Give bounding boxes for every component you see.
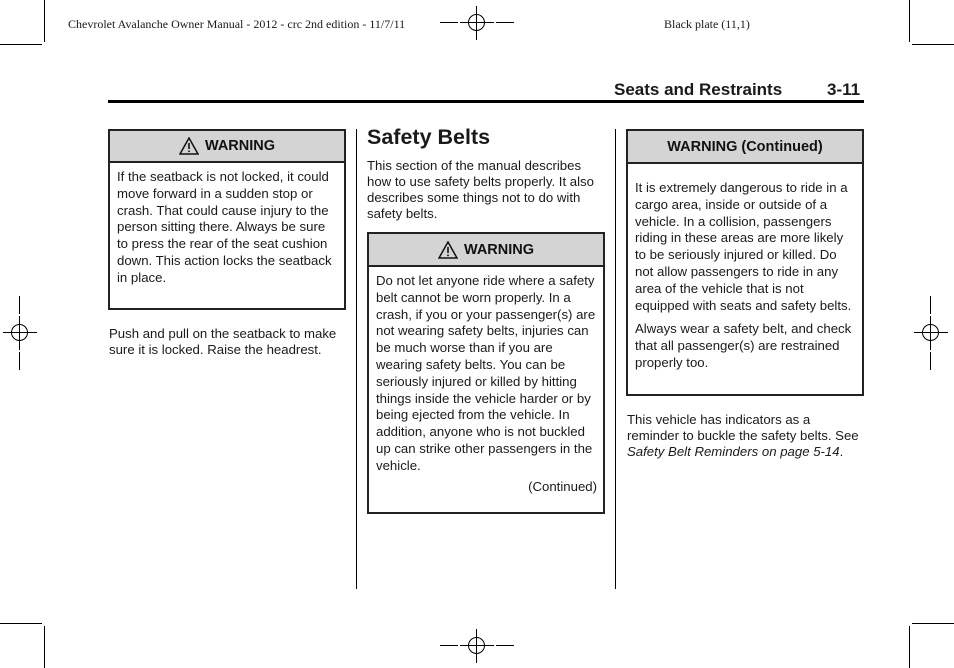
- registration-tick: [440, 22, 458, 23]
- safety-belt-warning-box: [367, 232, 605, 514]
- indicator-paragraph: [627, 412, 859, 460]
- seatback-warning-box: [108, 129, 346, 310]
- section-intro: [367, 158, 599, 222]
- continued-label: (Continued): [528, 478, 597, 494]
- warning-header: [369, 234, 603, 267]
- crop-mark-bottom-left-horizontal: [0, 623, 42, 624]
- crop-mark-top-right-horizontal: [912, 44, 954, 45]
- registration-mark-icon: [914, 316, 948, 350]
- warning-body: [369, 267, 603, 475]
- registration-tick: [440, 645, 458, 646]
- registration-mark-icon: [460, 6, 494, 40]
- warning-title: WARNING (Continued): [667, 138, 823, 155]
- crop-mark-bottom-left-vertical: [44, 626, 45, 668]
- crop-mark-top-left-horizontal: [0, 44, 42, 45]
- warning-body: [110, 163, 344, 287]
- paragraph-prefix: This vehicle has indicators as a reminder to buckle the safety belts. See: [627, 412, 859, 443]
- registration-tick: [930, 352, 931, 370]
- paragraph-text: [627, 412, 859, 460]
- registration-tick: [496, 22, 514, 23]
- warning-body: [628, 164, 862, 372]
- column-divider: [615, 129, 616, 589]
- header-rule: [108, 100, 864, 103]
- warning-text: It is extremely dangerous to ride in a cargo area, inside or outside of a vehicle. In a collision, passengers riding in these areas are more likely to be seriously injured or killed. Do not allow passengers to ride in any area of the vehicle that is not equipped with seats and safety belts.: [635, 180, 852, 313]
- warning-triangle-icon: [438, 241, 458, 259]
- crop-mark-bottom-right-horizontal: [912, 623, 954, 624]
- warning-title: WARNING: [204, 138, 276, 154]
- crop-mark-top-right-vertical: [909, 0, 910, 42]
- running-header-page: 3-11: [827, 80, 861, 99]
- section-heading: Safety Belts: [367, 125, 491, 149]
- crop-mark-bottom-right-vertical: [909, 626, 910, 668]
- registration-tick: [496, 645, 514, 646]
- warning-title: WARNING: [463, 241, 535, 258]
- warning-text: If the seatback is not locked, it could move forward in a sudden stop or crash. That could cause injury to the person sitting there. Always be sure to press the rear of the seat cushion down. This action locks the seatback in place.: [117, 169, 332, 285]
- running-header-section: Seats and Restraints: [614, 80, 783, 99]
- column-divider: [356, 129, 357, 589]
- registration-tick: [19, 352, 20, 370]
- warning-header: [628, 131, 862, 164]
- registration-tick: [19, 296, 20, 314]
- print-header-left: Chevrolet Avalanche Owner Manual - 2012 - crc 2nd edition - 11/7/11: [68, 17, 406, 31]
- warning-text: Do not let anyone ride where a safety belt cannot be worn properly. In a crash, if you or your passenger(s) are not wearing safety belts, injuries can be much worse than if you are wearing safety belts. You can be seriously injured or killed by hitting things inside the vehicle harder or by being ejected from the vehicle. In addition, anyone who is not buckled up can strike other passengers in the vehicle.: [376, 273, 596, 473]
- registration-tick: [930, 296, 931, 314]
- paragraph-suffix: .: [839, 444, 844, 459]
- cross-reference-link[interactable]: Safety Belt Reminders on page 5-14: [627, 444, 840, 459]
- intro-text: This section of the manual describes how to use safety belts properly. It also describes some things not to do with safety belts.: [367, 158, 594, 221]
- cargo-warning-box: [626, 129, 864, 396]
- registration-mark-icon: [3, 316, 37, 350]
- paragraph-text: Push and pull on the seatback to make sure it is locked. Raise the headrest.: [109, 326, 337, 357]
- crop-mark-top-left-vertical: [44, 0, 45, 42]
- warning-text: Always wear a safety belt, and check that all passenger(s) are restrained properly too.: [635, 321, 852, 370]
- registration-mark-icon: [460, 629, 494, 663]
- warning-header: [110, 131, 344, 163]
- seatback-paragraph: [109, 326, 339, 358]
- print-header-right: Black plate (11,1): [664, 17, 750, 31]
- warning-triangle-icon: [179, 137, 199, 155]
